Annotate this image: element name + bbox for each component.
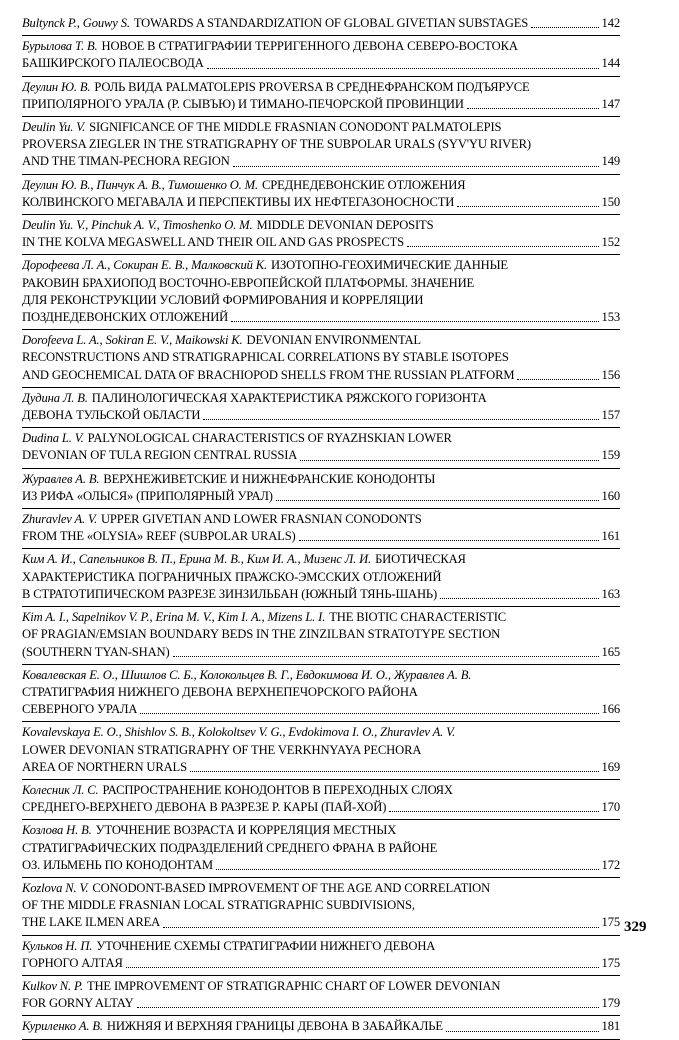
- entry-authors: Дудина Л. В.: [22, 390, 88, 405]
- entry-title: РАСПРОСТРАНЕНИЕ КОНОДОНТОВ В ПЕРЕХОДНЫХ СЛОЯХ: [102, 782, 453, 797]
- entry-text: [22, 217, 433, 234]
- dot-leader: [163, 927, 598, 928]
- dot-leader: [126, 967, 599, 968]
- dot-leader: [233, 166, 599, 167]
- entry-authors: Deulin Yu. V.: [22, 120, 86, 135]
- dot-leader: [446, 1031, 599, 1032]
- entry-page: 150: [601, 194, 620, 209]
- toc-line: [22, 96, 620, 113]
- dot-leader: [216, 869, 599, 870]
- entry-title: OF PRAGIAN/EMSIAN BOUNDARY BEDS IN THE ZINZILBAN STRATOTYPE SECTION: [22, 627, 501, 642]
- toc-line: [22, 488, 620, 505]
- toc-line: [22, 955, 620, 972]
- dot-leader: [190, 771, 599, 772]
- entry-page: 165: [601, 644, 620, 659]
- toc-line: [22, 667, 620, 684]
- entry-title: UPPER GIVETIAN AND LOWER FRASNIAN CONODONTS: [100, 512, 422, 527]
- entry-text: [22, 309, 228, 326]
- entry-title: ИЗ РИФА «ОЛЫСЯ» (ПРИПОЛЯРНЫЙ УРАЛ): [22, 488, 273, 503]
- toc-line: [22, 528, 620, 545]
- toc-line: [22, 349, 620, 366]
- toc-line: [22, 471, 620, 488]
- entry-title: DEVONIAN OF TULA REGION CENTRAL RUSSIA: [22, 448, 298, 463]
- dot-leader: [173, 656, 599, 657]
- entry-title: ДЛЯ РЕКОНСТРУКЦИИ УСЛОВИЙ ФОРМИРОВАНИЯ И КОРРЕЛЯЦИИ: [22, 292, 424, 307]
- entry-title: СТРАТИГРАФИЧЕСКИХ ПОДРАЗДЕЛЕНИЙ СРЕДНЕГО ФРАНА В РАЙОНЕ: [22, 840, 438, 855]
- toc-entry: [22, 15, 620, 36]
- entry-title: RECONSTRUCTIONS AND STRATIGRAPHICAL CORRELATIONS BY STABLE ISOTOPES: [22, 350, 509, 365]
- toc-line: [22, 938, 620, 955]
- toc-entry: [22, 175, 620, 215]
- entry-title: PROVERSA ZIEGLER IN THE STRATIGRAPHY OF THE SUBPOLAR URALS (SYV'YU RIVER): [22, 137, 531, 152]
- toc-line: [22, 15, 620, 32]
- entry-text: [22, 79, 530, 96]
- entry-authors: Бурылова Т. В.: [22, 39, 98, 54]
- entry-text: [22, 667, 475, 684]
- toc-line: [22, 684, 620, 701]
- toc-line: [22, 292, 620, 309]
- entry-title: TOWARDS A STANDARDIZATION OF GLOBAL GIVETIAN SUBSTAGES: [133, 16, 529, 30]
- entry-authors: Bultynck P., Gouwy S.: [22, 16, 130, 30]
- toc-entry: [22, 820, 620, 878]
- dot-leader: [407, 246, 599, 247]
- table-of-contents: [22, 15, 620, 1040]
- entry-text: [22, 430, 452, 447]
- entry-title: ПОЗДНЕДЕВОНСКИХ ОТЛОЖЕНИЙ: [22, 310, 229, 325]
- entry-title: ВЕРХНЕЖИВЕТСКИЕ И НИЖНЕФРАНСКИЕ КОНОДОНТЫ: [103, 471, 436, 486]
- entry-title: БАШКИРСКОГО ПАЛЕОСВОДА: [22, 56, 204, 71]
- dot-leader: [207, 68, 599, 69]
- toc-line: [22, 759, 620, 776]
- toc-line: [22, 995, 620, 1012]
- entry-page: 163: [601, 586, 620, 601]
- entry-title: КОЛВИНСКОГО МЕГАВАЛА И ПЕРСПЕКТИВЫ ИХ НЕФТЕГАЗОНОСНОСТИ: [22, 194, 455, 209]
- entry-title: (SOUTHERN TYAN-SHAN): [22, 644, 170, 659]
- entry-text: [22, 1018, 443, 1035]
- entry-text: [22, 390, 487, 407]
- entry-text: [22, 257, 508, 274]
- toc-line: [22, 309, 620, 326]
- entry-title: AND THE TIMAN-PECHORA REGION: [22, 154, 230, 169]
- toc-line: [22, 332, 620, 349]
- toc-line: [22, 822, 620, 839]
- dot-leader: [203, 419, 598, 420]
- entry-page: 157: [601, 408, 620, 423]
- entry-title: IN THE KOLVA MEGASWELL AND THEIR OIL AND GAS PROSPECTS: [22, 235, 404, 250]
- entry-title: CONODONT-BASED IMPROVEMENT OF THE AGE AND CORRELATION: [92, 880, 491, 895]
- toc-line: [22, 38, 620, 55]
- entry-text: [22, 799, 386, 816]
- entry-page: 175: [601, 915, 620, 930]
- toc-line: [22, 217, 620, 234]
- entry-title: THE IMPROVEMENT OF STRATIGRAPHIC CHART OF LOWER DEVONIAN: [86, 978, 501, 993]
- entry-authors: Kovalevskaya E. O., Shishlov S. B., Kolokoltsev V. G., Evdokimova I. O., Zhuravlev A. V.: [22, 725, 456, 740]
- toc-line: [22, 724, 620, 741]
- entry-text: [22, 407, 200, 424]
- toc-line: [22, 782, 620, 799]
- entry-page: 147: [601, 96, 620, 111]
- dot-leader: [276, 500, 599, 501]
- entry-text: [22, 609, 506, 626]
- entry-title: MIDDLE DEVONIAN DEPOSITS: [256, 218, 434, 233]
- entry-title: СРЕДНЕГО-ВЕРХНЕГО ДЕВОНА В РАЗРЕЗЕ Р. КАРЫ (ПАЙ-ХОЙ): [22, 800, 387, 815]
- entry-text: [22, 759, 187, 776]
- toc-line: [22, 857, 620, 874]
- entry-page: 152: [601, 235, 620, 250]
- toc-entry: [22, 509, 620, 549]
- entry-authors: Deulin Yu. V., Pinchuk A. V., Timoshenko O. M.: [22, 218, 253, 233]
- entry-title: THE LAKE ILMEN AREA: [22, 915, 161, 930]
- entry-title: SIGNIFICANCE OF THE MIDDLE FRASNIAN CONODONT PALMATOLEPIS: [89, 120, 502, 135]
- entry-text: [22, 367, 514, 384]
- toc-line: [22, 551, 620, 568]
- entry-title: ИЗОТОПНО-ГЕОХИМИЧЕСКИЕ ДАННЫЕ: [271, 258, 508, 273]
- toc-line: [22, 840, 620, 857]
- entry-text: [22, 701, 137, 718]
- dot-leader: [140, 713, 598, 714]
- entry-authors: Колесник Л. С.: [22, 782, 99, 797]
- toc-entry: [22, 469, 620, 509]
- entry-page: 159: [601, 448, 620, 463]
- entry-title: РАКОВИН БРАХИОПОД ВОСТОЧНО-ЕВРОПЕЙСКОЙ ПЛАТФОРМЫ. ЗНАЧЕНИЕ: [22, 275, 475, 290]
- toc-line: [22, 194, 620, 211]
- toc-line: [22, 367, 620, 384]
- entry-page: 149: [601, 154, 620, 169]
- toc-line: [22, 447, 620, 464]
- entry-text: [22, 914, 160, 931]
- dot-leader: [389, 811, 598, 812]
- toc-line: [22, 897, 620, 914]
- entry-text: [22, 551, 466, 568]
- entry-text: [22, 822, 396, 839]
- entry-authors: Дорофеева Л. А., Сокиран Е. В., Малковский К.: [22, 258, 267, 273]
- toc-line: [22, 177, 620, 194]
- entry-text: [22, 275, 474, 292]
- entry-text: [22, 840, 437, 857]
- toc-line: [22, 153, 620, 170]
- toc-entry: [22, 878, 620, 936]
- toc-entry: [22, 607, 620, 665]
- toc-entry: [22, 388, 620, 428]
- entry-title: PALYNOLOGICAL CHARACTERISTICS OF RYAZHSKIAN LOWER: [87, 431, 452, 446]
- entry-title: ГОРНОГО АЛТАЯ: [22, 955, 123, 970]
- entry-authors: Kulkov N. P.: [22, 978, 83, 993]
- entry-text: [22, 569, 441, 586]
- dot-leader: [137, 1007, 599, 1008]
- entry-text: [22, 153, 230, 170]
- entry-title: FOR GORNY ALTAY: [22, 996, 134, 1011]
- entry-title: ПАЛИНОЛОГИЧЕСКАЯ ХАРАКТЕРИСТИКА РЯЖСКОГО ГОРИЗОНТА: [91, 390, 487, 405]
- entry-authors: Ким А. И., Сапельников В. П., Ерина М. В., Ким И. А., Мизенс Л. И.: [22, 552, 372, 567]
- entry-title: НОВОЕ В СТРАТИГРАФИИ ТЕРРИГЕННОГО ДЕВОНА СЕВЕРО-ВОСТОКА: [101, 39, 518, 54]
- toc-line: [22, 55, 620, 72]
- toc-line: [22, 390, 620, 407]
- dot-leader: [531, 27, 598, 28]
- entry-title: AND GEOCHEMICAL DATA OF BRACHIOPOD SHELLS FROM THE RUSSIAN PLATFORM: [22, 367, 515, 382]
- toc-line: [22, 701, 620, 718]
- entry-title: ХАРАКТЕРИСТИКА ПОГРАНИЧНЫХ ПРАЖСКО-ЭМССКИХ ОТЛОЖЕНИЙ: [22, 569, 442, 584]
- entry-text: [22, 995, 134, 1012]
- entry-title: DEVONIAN ENVIRONMENTAL: [246, 333, 421, 348]
- entry-authors: Деулин Ю. В.: [22, 79, 91, 94]
- toc-line: [22, 234, 620, 251]
- entry-text: [22, 292, 423, 309]
- entry-text: [22, 234, 404, 251]
- entry-title: БИОТИЧЕСКАЯ: [375, 552, 466, 567]
- toc-entry: [22, 77, 620, 117]
- toc-line: [22, 586, 620, 603]
- entry-text: [22, 528, 296, 545]
- entry-text: [22, 978, 500, 995]
- dot-leader: [457, 206, 598, 207]
- entry-text: [22, 586, 437, 603]
- toc-entry: [22, 936, 620, 976]
- entry-page: 142: [601, 16, 620, 30]
- toc-entry: [22, 549, 620, 607]
- toc-line: [22, 275, 620, 292]
- toc-line: [22, 430, 620, 447]
- entry-page: 169: [601, 759, 620, 774]
- entry-title: ДЕВОНА ТУЛЬСКОЙ ОБЛАСТИ: [22, 408, 201, 423]
- dot-leader: [467, 108, 599, 109]
- entry-authors: Kozlova N. V.: [22, 880, 89, 895]
- entry-title: СТРАТИГРАФИЯ НИЖНЕГО ДЕВОНА ВЕРХНЕПЕЧОРСКОГО РАЙОНА: [22, 684, 418, 699]
- entry-page: 156: [601, 367, 620, 382]
- toc-line: [22, 257, 620, 274]
- entry-text: [22, 684, 418, 701]
- entry-text: [22, 15, 528, 32]
- entry-authors: Кульков Н. П.: [22, 938, 93, 953]
- entry-page: 166: [601, 702, 620, 717]
- entry-title: НИЖНЯЯ И ВЕРХНЯЯ ГРАНИЦЫ ДЕВОНА В ЗАБАЙКАЛЬЕ: [106, 1019, 443, 1034]
- entry-text: [22, 955, 123, 972]
- entry-title: FROM THE «OLYSIA» REEF (SUBPOLAR URALS): [22, 529, 296, 544]
- entry-page: 181: [601, 1019, 620, 1034]
- entry-authors: Dudina L. V.: [22, 431, 84, 446]
- dot-leader: [231, 321, 598, 322]
- entry-text: [22, 332, 421, 349]
- dot-leader: [440, 598, 598, 599]
- toc-line: [22, 880, 620, 897]
- entry-text: [22, 349, 509, 366]
- entry-text: [22, 897, 415, 914]
- entry-title: УТОЧНЕНИЕ СХЕМЫ СТРАТИГРАФИИ НИЖНЕГО ДЕВОНА: [96, 938, 436, 953]
- entry-authors: Деулин Ю. В., Пинчук А. В., Тимошенко О. М.: [22, 177, 258, 192]
- entry-title: УТОЧНЕНИЕ ВОЗРАСТА И КОРРЕЛЯЦИЯ МЕСТНЫХ: [95, 823, 397, 838]
- toc-line: [22, 1018, 620, 1035]
- entry-authors: Dorofeeva L. A., Sokiran E. V., Maikowski K.: [22, 333, 243, 348]
- entry-text: [22, 724, 459, 741]
- toc-line: [22, 569, 620, 586]
- toc-line: [22, 609, 620, 626]
- entry-text: [22, 136, 531, 153]
- toc-entry: [22, 722, 620, 780]
- toc-entry: [22, 665, 620, 723]
- entry-title: ПРИПОЛЯРНОГО УРАЛА (Р. СЫВЪЮ) И ТИМАНО-ПЕЧОРСКОЙ ПРОВИНЦИИ: [22, 96, 464, 111]
- toc-entry: [22, 976, 620, 1016]
- entry-text: [22, 447, 297, 464]
- dot-leader: [517, 379, 598, 380]
- toc-line: [22, 79, 620, 96]
- entry-title: СРЕДНЕДЕВОНСКИЕ ОТЛОЖЕНИЯ: [262, 177, 466, 192]
- entry-page: 153: [601, 310, 620, 325]
- toc-line: [22, 511, 620, 528]
- toc-entry: [22, 780, 620, 820]
- entry-title: СЕВЕРНОГО УРАЛА: [22, 702, 138, 717]
- entry-text: [22, 782, 453, 799]
- entry-text: [22, 194, 454, 211]
- toc-line: [22, 978, 620, 995]
- toc-line: [22, 626, 620, 643]
- entry-text: [22, 55, 204, 72]
- toc-line: [22, 914, 620, 931]
- toc-line: [22, 136, 620, 153]
- toc-line: [22, 407, 620, 424]
- toc-line: [22, 644, 620, 661]
- entry-authors: Куриленко А. В.: [22, 1019, 103, 1034]
- toc-entry: [22, 215, 620, 255]
- entry-title: В СТРАТОТИПИЧЕСКОМ РАЗРЕЗЕ ЗИНЗИЛЬБАН (ЮЖНЫЙ ТЯНЬ-ШАНЬ): [22, 586, 438, 601]
- entry-page: 179: [601, 996, 620, 1011]
- toc-entry: [22, 36, 620, 76]
- entry-text: [22, 857, 213, 874]
- toc-entry: [22, 117, 620, 175]
- entry-title: РОЛЬ ВИДА PALMATOLEPIS PROVERSA В СРЕДНЕФРАНСКОМ ПОДЪЯРУСЕ: [94, 79, 530, 94]
- entry-text: [22, 119, 501, 136]
- entry-text: [22, 38, 518, 55]
- entry-text: [22, 742, 421, 759]
- toc-entry: [22, 330, 620, 388]
- entry-page: 144: [601, 56, 620, 71]
- entry-title: ОЗ. ИЛЬМЕНЬ ПО КОНОДОНТАМ: [22, 857, 213, 872]
- entry-title: OF THE MIDDLE FRASNIAN LOCAL STRATIGRAPHIC SUBDIVISIONS,: [22, 898, 415, 913]
- entry-authors: Ковалевская Е. О., Шишлов С. Б., Колокольцев В. Г., Евдокимова И. О., Журавлев А. В.: [22, 667, 472, 682]
- dot-leader: [300, 460, 598, 461]
- toc-entry: [22, 428, 620, 468]
- entry-text: [22, 626, 500, 643]
- entry-text: [22, 488, 273, 505]
- toc-entry: [22, 255, 620, 330]
- entry-title: AREA OF NORTHERN URALS: [22, 759, 187, 774]
- entry-page: 170: [601, 800, 620, 815]
- page-number: 329: [624, 919, 647, 935]
- entry-text: [22, 471, 435, 488]
- toc-entry: [22, 1016, 620, 1039]
- dot-leader: [299, 540, 599, 541]
- entry-title: LOWER DEVONIAN STRATIGRAPHY OF THE VERKHNYAYA PECHORA: [22, 742, 422, 757]
- entry-page: 172: [601, 857, 620, 872]
- entry-authors: Журавлев А. В.: [22, 471, 100, 486]
- entry-text: [22, 96, 464, 113]
- entry-text: [22, 938, 435, 955]
- entry-text: [22, 880, 490, 897]
- toc-line: [22, 799, 620, 816]
- toc-line: [22, 742, 620, 759]
- entry-page: 161: [601, 529, 620, 544]
- toc-line: [22, 119, 620, 136]
- entry-text: [22, 644, 170, 661]
- entry-title: THE BIOTIC CHARACTERISTIC: [329, 610, 506, 625]
- entry-page: 160: [601, 488, 620, 503]
- entry-authors: Козлова Н. В.: [22, 823, 92, 838]
- entry-authors: Zhuravlev A. V.: [22, 512, 97, 527]
- entry-page: 175: [601, 955, 620, 970]
- entry-text: [22, 511, 422, 528]
- entry-authors: Kim A. I., Sapelnikov V. P., Erina M. V., Kim I. A., Mizens L. I.: [22, 610, 326, 625]
- entry-text: [22, 177, 465, 194]
